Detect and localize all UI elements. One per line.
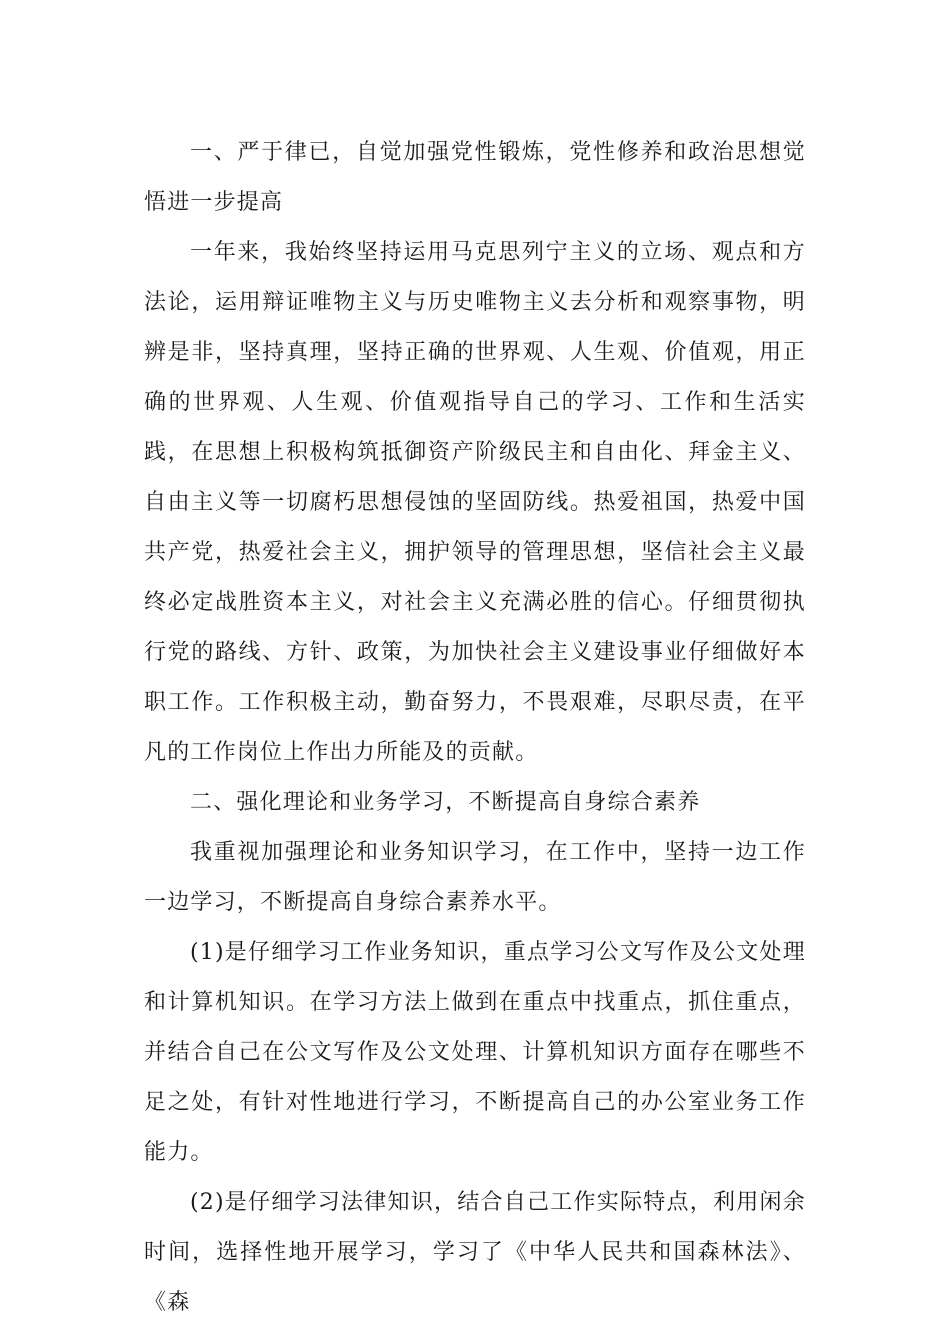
section-heading-2: 二、强化理论和业务学习，不断提高自身综合素养 [190,790,701,815]
body-paragraph-3: (1)是仔细学习工作业务知识，重点学习公文写作及公文处理和计算机知识。在学习方法上做到在重点中找重点，抓住重点，并结合自己在公文写作及公文处理、计算机知识方面存在哪些不足之处，有针对性地进行学习，不断提高自己的办公室业务工作能力。 [144,940,806,1165]
body-paragraph-2: 我重视加强理论和业务知识学习，在工作中，坚持一边工作一边学习，不断提高自身综合素养水平。 [144,840,806,915]
body-paragraph-1: 一年来，我始终坚持运用马克思列宁主义的立场、观点和方法论，运用辩证唯物主义与历史唯物主义去分析和观察事物，明辨是非，坚持真理，坚持正确的世界观、人生观、价值观，用正确的世界观、人生观、价值观指导自己的学习、工作和生活实践，在思想上积极构筑抵御资产阶级民主和自由化、拜金主义、自由主义等一切腐朽思想侵蚀的坚固防线。热爱祖国，热爱中国共产党，热爱社会主义，拥护领导的管理思想，坚信社会主义最终必定战胜资本主义，对社会主义充满必胜的信心。仔细贯彻执行党的路线、方针、政策，为加快社会主义建设事业仔细做好本职工作。工作积极主动，勤奋努力，不畏艰难，尽职尽责，在平凡的工作岗位上作出力所能及的贡献。 [144,240,806,765]
document-body [144,128,806,1328]
section-heading-1: 一、严于律已，自觉加强党性锻炼，党性修养和政治思想觉悟进一步提高 [144,140,806,215]
body-paragraph-4: (2)是仔细学习法律知识，结合自己工作实际特点，利用闲余时间，选择性地开展学习，学习了《中华人民共和国森林法》、《森 [144,1190,806,1315]
